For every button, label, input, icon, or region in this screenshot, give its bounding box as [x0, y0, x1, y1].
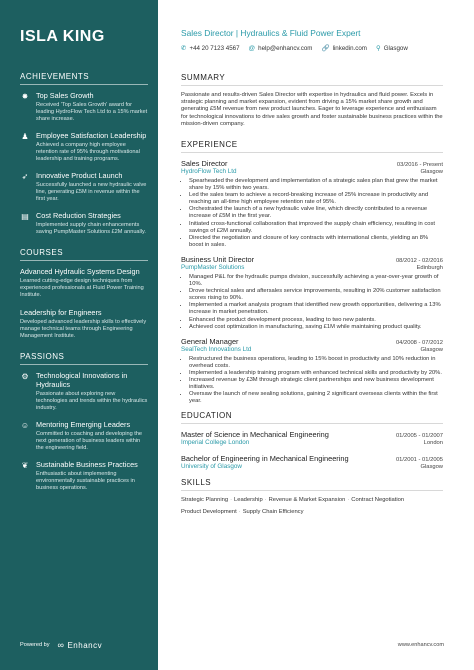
- course-description: Developed advanced leadership skills to effectively manage technical teams through Engineering Management Institute.: [20, 319, 147, 339]
- education-subheader: [181, 439, 443, 446]
- job-bullet: • Orchestrated the launch of a new hydraulic valve line, which directly contributed to a revenue increase of £5M in the first year.: [189, 206, 443, 220]
- course-title: Leadership for Engineers: [20, 308, 102, 317]
- powered-by: [20, 640, 102, 650]
- job-subheader: [181, 346, 443, 353]
- rocket-icon: ➶: [21, 172, 29, 181]
- achievement-body: [36, 171, 148, 203]
- job-company[interactable]: PumpMaster Solutions: [181, 263, 245, 271]
- skill-separator: ·: [238, 509, 241, 516]
- chart-icon: ▤: [21, 212, 29, 221]
- education-school[interactable]: University of Glasgow: [181, 463, 242, 471]
- job-dates: 03/2016 - Present: [396, 162, 443, 169]
- passion-title: Sustainable Business Practices: [36, 460, 138, 469]
- achievement-item: [20, 171, 148, 203]
- job-bullet: • Drove technical sales and aftersales service improvements, resulting in 20% customer satisfaction scores rising to 90%.: [189, 288, 443, 302]
- courses-heading: COURSES: [20, 248, 64, 257]
- job-role: Business Unit Director: [181, 254, 255, 264]
- education-entry: [181, 430, 443, 446]
- achievements-heading: ACHIEVEMENTS: [20, 72, 90, 81]
- course-title: Advanced Hydraulic Systems Design: [20, 267, 140, 276]
- achievement-title: Employee Satisfaction Leadership: [36, 131, 147, 140]
- skill-item: Contract Negotiation: [351, 497, 405, 504]
- bulb-icon: ✸: [21, 92, 29, 101]
- candidate-name: ISLA KING: [20, 28, 105, 45]
- skill-item: Leadership: [234, 497, 263, 504]
- contact-bar: [181, 44, 443, 52]
- education-header: [181, 430, 443, 439]
- skills-heading: SKILLS: [181, 478, 212, 488]
- skill-separator: ·: [347, 497, 350, 504]
- summary-heading: SUMMARY: [181, 73, 226, 82]
- enhancv-logo[interactable]: [58, 640, 103, 650]
- job-header: [181, 255, 443, 264]
- course-description: Learned cutting-edge design techniques from experienced professionals at Fluid Power Training Institute.: [20, 278, 144, 298]
- skill-item: Revenue & Market Expansion: [268, 497, 346, 504]
- passion-title: Technological Innovations in Hydraulics: [36, 371, 128, 389]
- achievement-body: [36, 91, 148, 123]
- contact-item[interactable]: [181, 44, 240, 52]
- skill-item: Strategic Planning: [181, 497, 229, 504]
- job-bullet: • Led the sales team to achieve a record-breaking increase of 25% increase in productivity and reaching an all-time high employee retention rate of 95%.: [189, 192, 443, 206]
- contact-item[interactable]: [249, 44, 313, 52]
- job-bullet: • Oversaw the launch of new sealing solutions, gaining 2 significant overseas clients within the first year.: [189, 391, 443, 405]
- skills-list: [181, 497, 443, 515]
- education-degree: Bachelor of Engineering in Mechanical Engineering: [181, 454, 349, 464]
- job-entry: [181, 255, 443, 331]
- passions-list: [20, 371, 148, 492]
- skills-row: [181, 509, 443, 515]
- section-divider: [181, 423, 443, 424]
- job-company[interactable]: HydroFlow Tech Ltd: [181, 168, 237, 176]
- section-divider: [20, 84, 148, 85]
- job-bullet: • Achieved cost optimization in manufacturing, saving £1M while maintaining product quality.: [189, 324, 443, 331]
- job-header: [181, 337, 443, 346]
- passion-title: Mentoring Emerging Leaders: [36, 420, 131, 429]
- users-icon: ♟: [21, 132, 29, 141]
- gears-icon: ⚙: [21, 372, 29, 381]
- achievement-title: Cost Reduction Strategies: [36, 211, 121, 220]
- job-subheader: [181, 264, 443, 271]
- course-item: [20, 267, 148, 299]
- job-bullet: • Increased revenue by £3M through strategic client partnerships and new business development initiatives.: [189, 377, 443, 391]
- education-subheader: [181, 463, 443, 470]
- courses-list: [20, 267, 148, 340]
- enhancv-logo-icon: ∞: [57, 640, 65, 650]
- section-divider: [181, 490, 443, 491]
- achievement-description: Successfully launched a new hydraulic valve line, generating £5M in revenue within the first year.: [36, 182, 147, 202]
- summary-text: Passionate and results-driven Sales Director with expertise in hydraulics and fluid power. Excels in strategic planning and market expansion, evident from driving a 15% market share growth and generating £5M revenue from new product launches. Eager to leverage experience and enthusiasm for technological innovations to drive sales growth and foster sustainable business practices within the mission-driven company.: [181, 92, 443, 127]
- achievement-item: [20, 211, 148, 236]
- achievement-title: Innovative Product Launch: [36, 171, 123, 180]
- passion-item: [20, 420, 148, 452]
- job-header: [181, 159, 443, 168]
- job-bullets: [181, 274, 443, 331]
- at-icon: @: [248, 44, 256, 52]
- job-bullet: • Enhanced the product development process, leading to two new patents.: [189, 317, 443, 324]
- job-subheader: [181, 168, 443, 175]
- achievement-description: Implemented supply chain enhancements saving PumpMaster Solutions £2M annually.: [36, 222, 146, 235]
- skill-separator: ·: [264, 497, 267, 504]
- job-role: General Manager: [181, 336, 239, 346]
- education-list: [181, 430, 443, 470]
- leaf-icon: ❦: [21, 461, 29, 470]
- achievement-description: Achieved a company high employee retention rate of 95% through motivational leadership and training programs.: [36, 142, 140, 162]
- skill-item: Supply Chain Efficiency: [242, 509, 304, 516]
- job-bullets: [181, 178, 443, 249]
- section-divider: [20, 260, 148, 261]
- achievement-item: [20, 131, 148, 163]
- skill-item: Product Development: [181, 509, 237, 516]
- job-location: Edinburgh: [416, 264, 443, 271]
- section-divider: [181, 85, 443, 86]
- passion-description: Enthusiastic about implementing environmentally sustainable practices in business operations.: [36, 471, 135, 491]
- job-location: Glasgow: [420, 346, 443, 353]
- job-entry: [181, 159, 443, 249]
- course-item: [20, 308, 148, 340]
- education-degree: Master of Science in Mechanical Engineering: [181, 430, 329, 440]
- education-heading: EDUCATION: [181, 411, 233, 421]
- enhancv-brand-name: Enhancv: [67, 640, 103, 650]
- job-company[interactable]: SealTech Innovations Ltd: [181, 345, 252, 353]
- passion-description: Committed to coaching and developing the next generation of business leaders within the engineering field.: [36, 431, 143, 451]
- achievements-list: [20, 91, 148, 236]
- sidebar: [0, 0, 158, 670]
- section-divider: [181, 152, 443, 153]
- education-header: [181, 454, 443, 463]
- job-bullet: • Initiated cross-functional collaboration that improved the supply chain efficiency, resulting in cost savings of £2M annually.: [189, 221, 443, 235]
- phone-icon: ✆: [181, 45, 187, 52]
- passion-body: [36, 460, 148, 492]
- passion-item: [20, 371, 148, 412]
- contact-item[interactable]: [376, 44, 408, 52]
- education-location: Glasgow: [420, 464, 443, 471]
- job-bullet: • Implemented a market analysis program that identified new growth opportunities, delivering a 13% increase in market penetration.: [189, 302, 443, 316]
- achievement-item: [20, 91, 148, 123]
- job-bullet: • Implemented a leadership training program with enhanced technical skills and productivity by 20%.: [189, 370, 443, 377]
- handshake-icon: ☺: [20, 421, 30, 430]
- passion-body: [36, 371, 148, 412]
- job-bullets: [181, 356, 443, 406]
- passion-description: Passionate about exploring new technologies and trends within the hydraulics industry.: [36, 391, 148, 411]
- job-role: Sales Director: [181, 159, 228, 169]
- job-bullet: • Managed P&L for the hydraulic pumps division, successfully achieving a year-over-year growth of 10%.: [189, 274, 443, 288]
- achievement-body: [36, 131, 148, 163]
- passion-item: [20, 460, 148, 492]
- contact-item[interactable]: [321, 44, 367, 52]
- section-divider: [20, 364, 148, 365]
- contact-text: Glasgow: [383, 44, 408, 52]
- contact-text: +44 20 7123 4567: [189, 44, 240, 52]
- powered-by-label: Powered by: [20, 642, 50, 648]
- job-dates: 04/2008 - 07/2012: [395, 339, 443, 346]
- headline: Sales Director | Hydraulics & Fluid Power Expert: [181, 28, 361, 38]
- passions-heading: PASSIONS: [20, 352, 65, 361]
- job-location: Glasgow: [420, 169, 443, 176]
- contact-text: linkedin.com: [332, 44, 367, 52]
- achievement-body: [36, 211, 148, 236]
- skills-row: [181, 497, 443, 503]
- education-entry: [181, 454, 443, 470]
- job-dates: 08/2012 - 02/2016: [395, 257, 443, 264]
- job-bullet: • Directed the negotiation and closure of key contracts with international clients, yielding an 8% boost in sales.: [189, 235, 443, 249]
- job-bullet: • Restructured the business operations, leading to 15% boost in productivity and 10% reduction in overhead costs.: [189, 356, 443, 370]
- education-dates: 01/2001 - 01/2005: [395, 457, 443, 464]
- experience-heading: EXPERIENCE: [181, 140, 238, 150]
- skill-separator: ·: [230, 497, 232, 504]
- passion-body: [36, 420, 148, 452]
- education-dates: 01/2005 - 01/2007: [395, 433, 443, 440]
- job-entry: [181, 337, 443, 406]
- achievement-title: Top Sales Growth: [36, 91, 94, 100]
- education-location: London: [423, 440, 443, 447]
- job-bullet: • Spearheaded the development and implementation of a strategic sales plan that grew the market share by 15% within two years.: [189, 178, 443, 192]
- main-content: [181, 28, 443, 521]
- link-icon: 🔗: [321, 45, 330, 52]
- contact-text: help@enhancv.com: [258, 44, 313, 52]
- achievement-description: Received 'Top Sales Growth' award for leading HydroFlow Tech Ltd to a 15% market share increase.: [36, 102, 148, 122]
- location-pin-icon: ⚲: [375, 45, 381, 52]
- education-school[interactable]: Imperial College London: [181, 439, 250, 447]
- footer-website[interactable]: www.enhancv.com: [397, 642, 444, 648]
- experience-list: [181, 159, 443, 405]
